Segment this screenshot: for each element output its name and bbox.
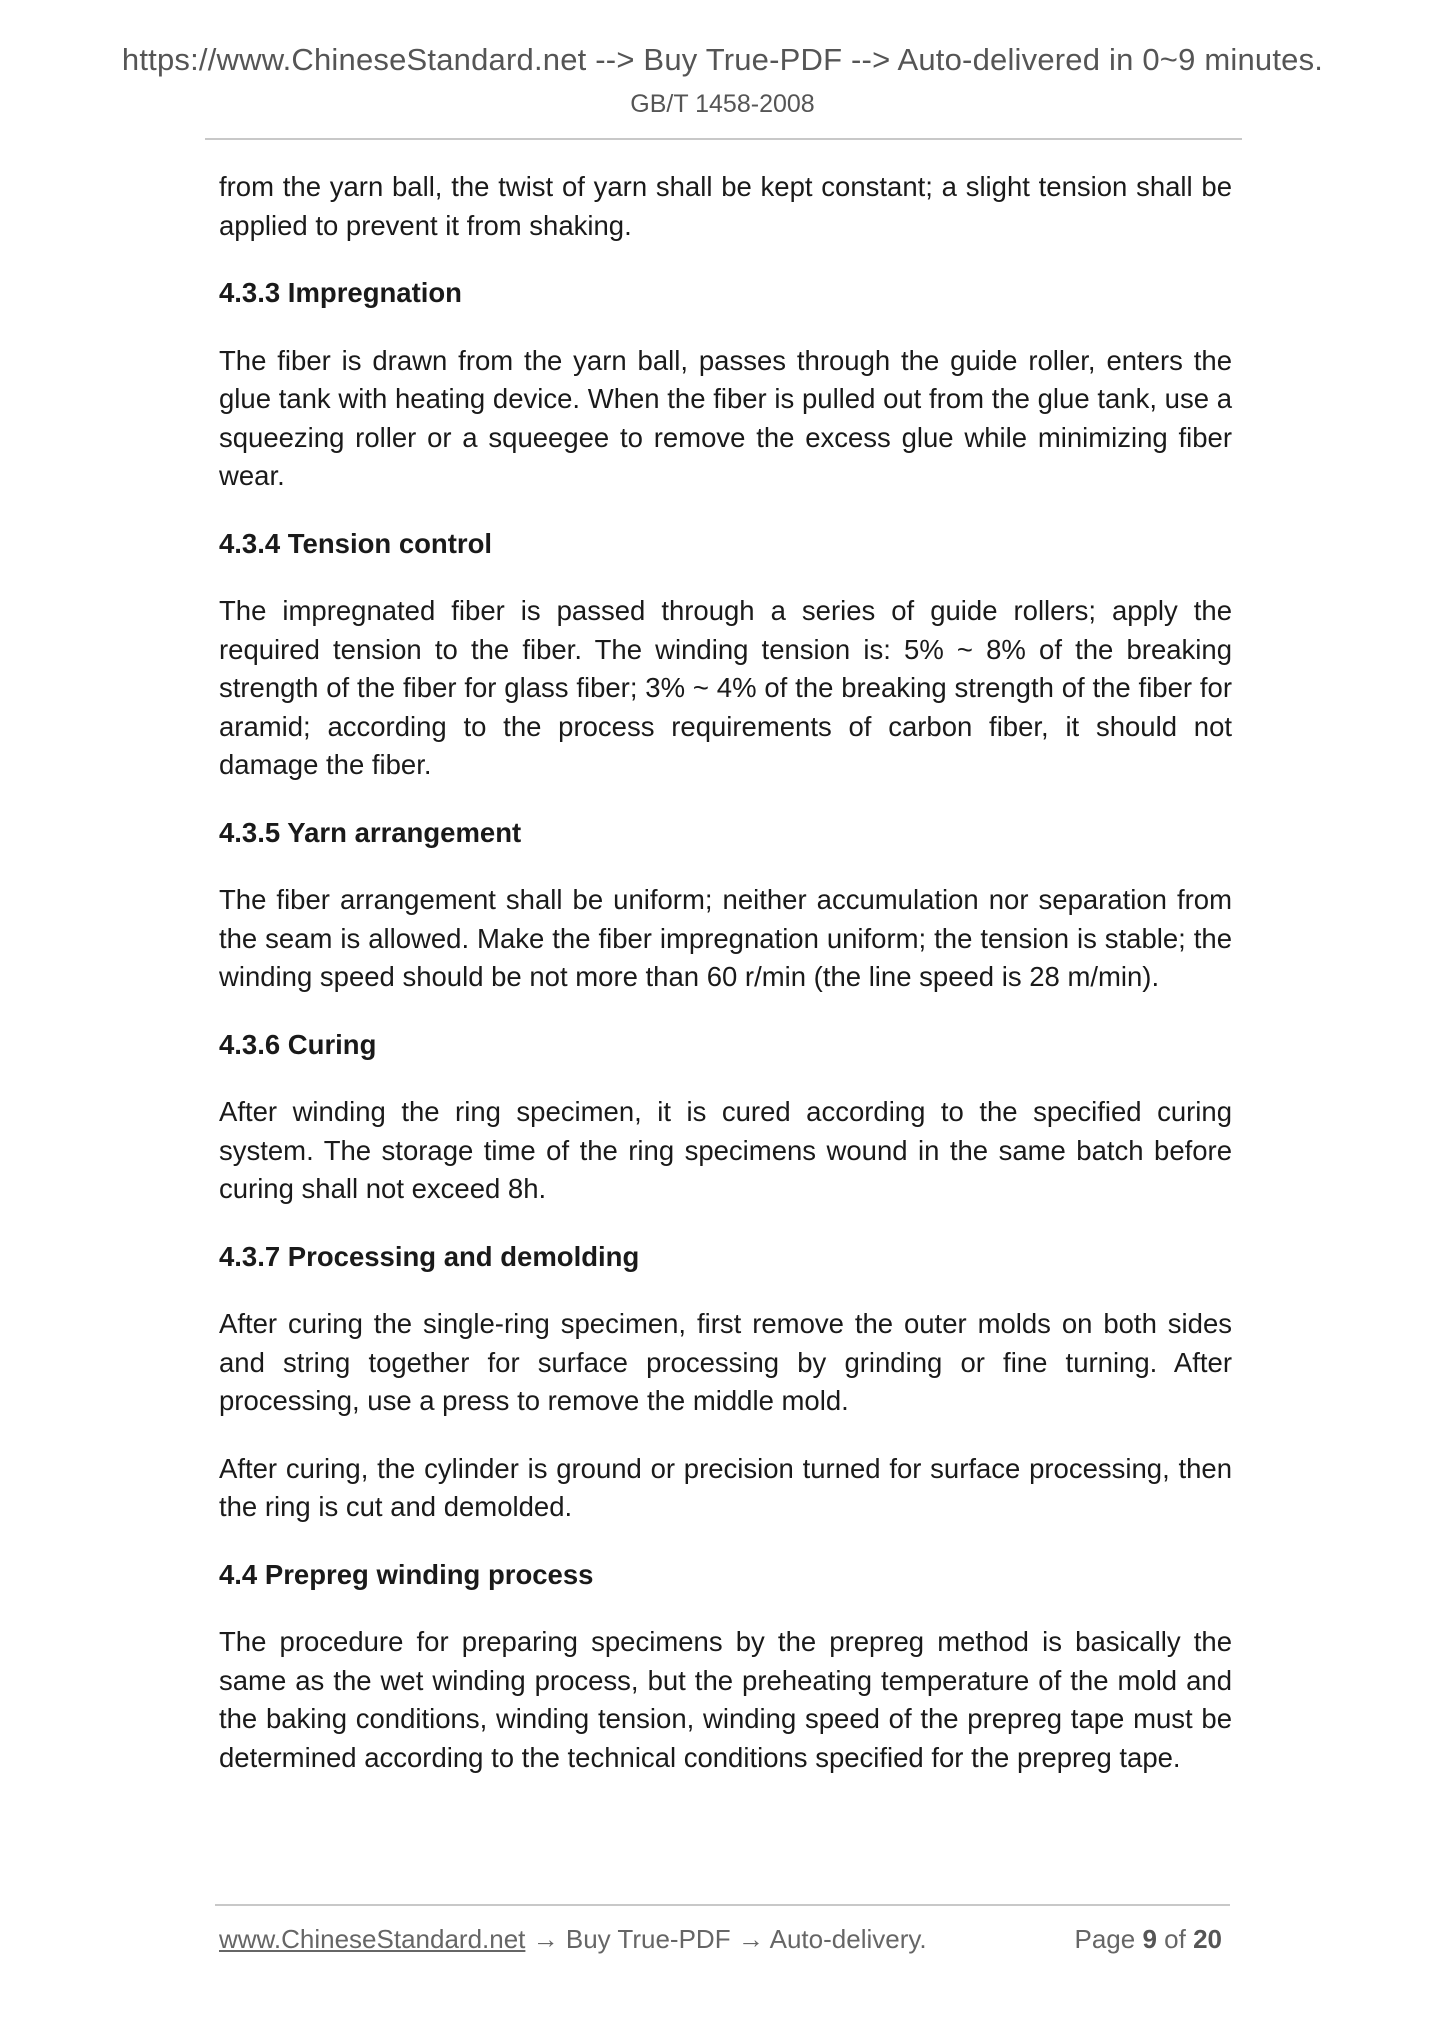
paragraph-tension-control: The impregnated fiber is passed through a series of guide rollers; apply the required tension to the fiber. The winding tension is: 5% ~ 8% of the breaking strength of the fiber for glass fiber; 3% ~ 4% of the breaking strength of the fiber for aramid; according to the process requirements of carbon fiber, it should not damage the fiber. (219, 595, 1232, 780)
paragraph-prepreg: The procedure for preparing specimens by the prepreg method is basically the same as the wet winding process, but the preheating temperature of the mold and the baking conditions, winding tension, winding speed of the prepreg tape must be determined according to the technical conditions specified for the prepreg tape. (219, 1626, 1232, 1773)
paragraph-intro: from the yarn ball, the twist of yarn shall be kept constant; a slight tension shall be applied to prevent it from shaking. (219, 171, 1232, 241)
auto-delivery-text: Auto-delivery. (769, 1924, 927, 1954)
heading-4-3-7: 4.3.7 Processing and demolding (219, 1240, 640, 1272)
of-label: of (1164, 1924, 1186, 1954)
document-body (219, 168, 1232, 1806)
arrow-right-icon: → (737, 1924, 764, 1954)
paragraph-yarn-arrangement: The fiber arrangement shall be uniform; neither accumulation nor separation from the seam is allowed. Make the fiber impregnation uniform; the tension is stable; the winding speed should be not more than 60 r/min (the line speed is 28 m/min). (219, 884, 1232, 992)
paragraph-curing: After winding the ring specimen, it is cured according to the specified curing system. The storage time of the ring specimens wound in the same batch before curing shall not exceed 8h. (219, 1096, 1232, 1204)
page-total: 20 (1193, 1924, 1222, 1954)
heading-4-3-4: 4.3.4 Tension control (219, 527, 493, 559)
standard-id: GB/T 1458-2008 (630, 90, 815, 118)
arrow-right-icon: → (532, 1924, 559, 1954)
heading-4-3-6: 4.3.6 Curing (219, 1028, 377, 1060)
paragraph-processing-2: After curing, the cylinder is ground or precision turned for surface processing, then the ring is cut and demolded. (219, 1452, 1232, 1522)
buy-true-pdf-text: Buy True-PDF (565, 1924, 731, 1954)
page-current: 9 (1142, 1924, 1157, 1954)
heading-4-3-5: 4.3.5 Yarn arrangement (219, 816, 522, 848)
page-footer (219, 1924, 1232, 1960)
paragraph-processing-1: After curing the single-ring specimen, first remove the outer molds on both sides and string together for surface processing by grinding or fine turning. After processing, use a press to remove the middle mold. (219, 1308, 1232, 1416)
site-link[interactable]: www.ChineseStandard.net (219, 1924, 526, 1954)
paragraph-impregnation: The fiber is drawn from the yarn ball, passes through the guide roller, enters the glue tank with heating device. When the fiber is pulled out from the glue tank, use a squeezing roller or a squeegee to remove the excess glue while minimizing fiber wear. (219, 344, 1232, 491)
heading-4-3-3: 4.3.3 Impregnation (219, 277, 462, 308)
header-divider (205, 138, 1242, 140)
page-number (1074, 1924, 1222, 1955)
heading-4-4: 4.4 Prepreg winding process (219, 1558, 594, 1590)
footer-links (219, 1924, 927, 1955)
header-url-line: https://www.ChineseStandard.net --> Buy True-PDF --> Auto-delivered in 0~9 minutes. (121, 42, 1324, 77)
page-label: Page (1074, 1924, 1136, 1954)
footer-divider (215, 1904, 1230, 1906)
